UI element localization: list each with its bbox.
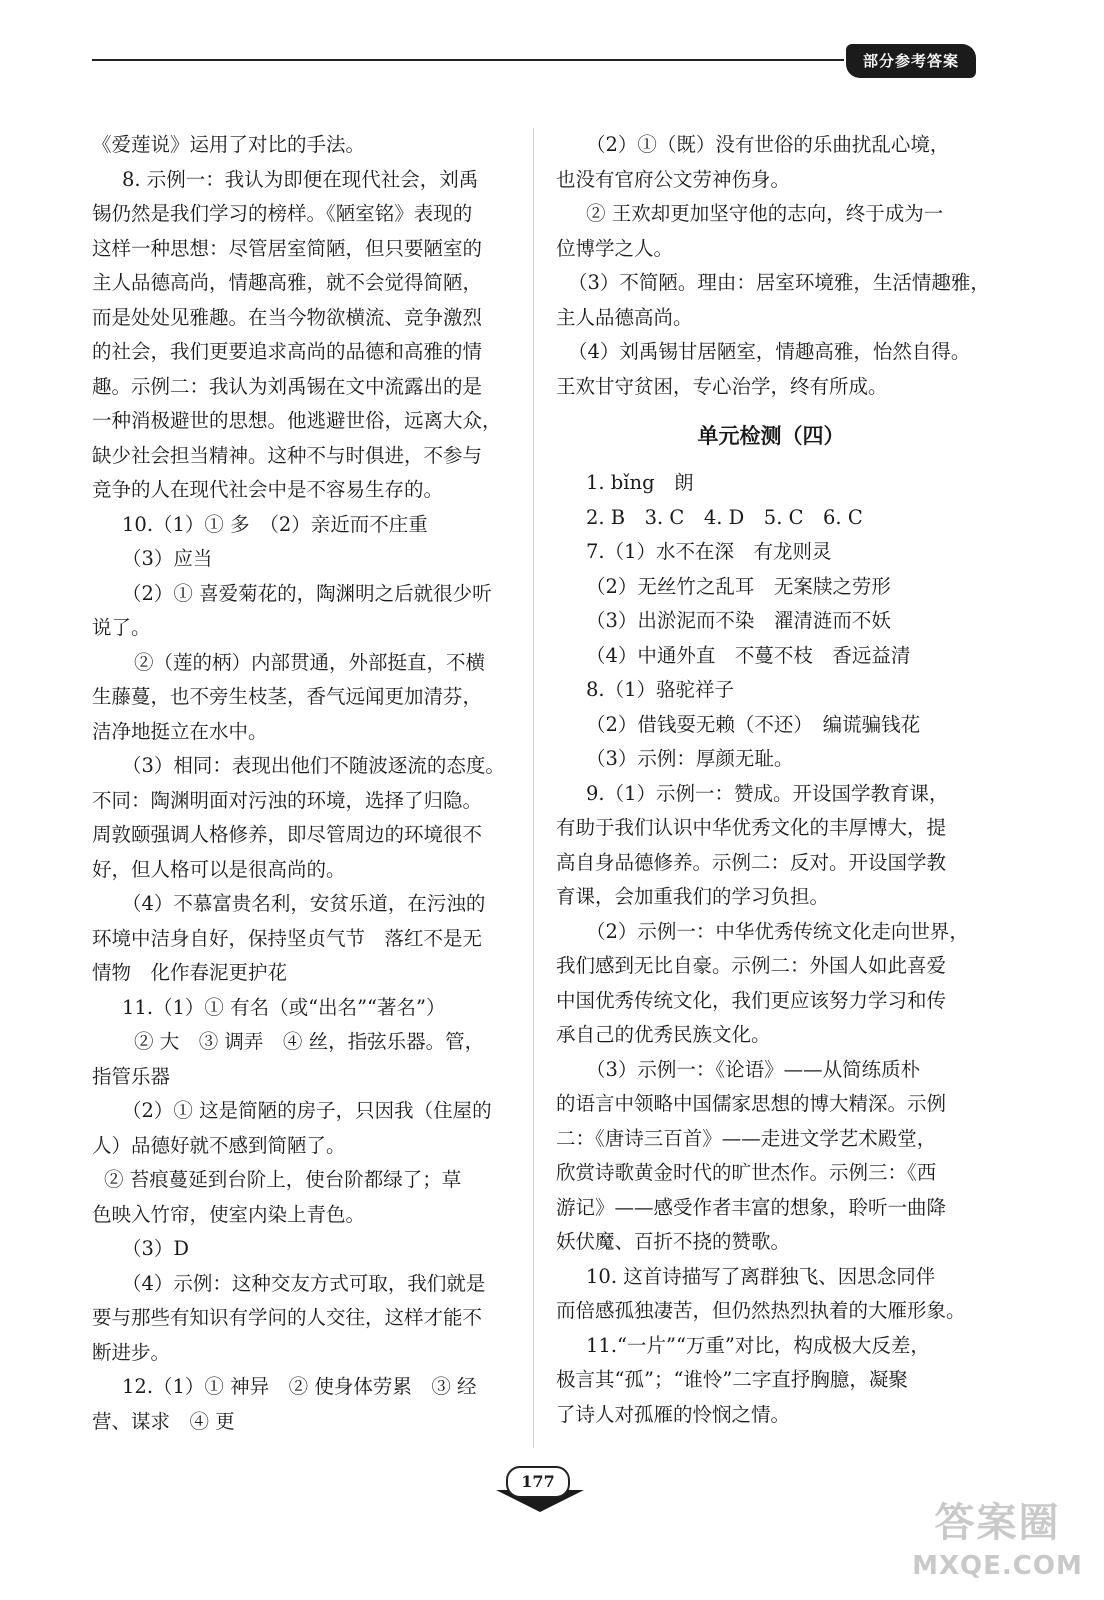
- text-line: 这样一种思想：尽管居室简陋，但只要陋室的: [92, 236, 483, 260]
- text-line: 高自身品德修养。示例二：反对。开设国学教: [556, 850, 947, 874]
- text-line: 我们感到无比自豪。示例二：外国人如此喜爱: [556, 954, 947, 977]
- text-line: 育课，会加重我们的学习负担。: [556, 885, 830, 908]
- text-line: ② 大 ③ 调弄 ④ 丝，指弦乐器。管，: [134, 1030, 485, 1053]
- text-line: 竞争的人在现代社会中是不容易生存的。: [92, 478, 444, 501]
- section-title: 单元检测（四）: [697, 423, 845, 448]
- text-line: 10.（1）① 多 （2）亲近而不庄重: [122, 512, 428, 536]
- text-line: （3）D: [122, 1237, 190, 1260]
- text-line: 的社会，我们更要追求高尚的品德和高雅的情: [92, 340, 483, 363]
- text-line: 1. bǐng 朗: [586, 471, 694, 494]
- text-line: 情物 化作春泥更护花: [92, 961, 288, 984]
- text-line: （4）中通外直 不蔓不枝 香远益清: [586, 643, 911, 667]
- text-line: （2）无丝竹之乱耳 无案牍之劳形: [586, 574, 891, 598]
- text-line: 《爱莲说》运用了对比的手法。: [92, 133, 366, 156]
- text-line: 不同：陶渊明面对污浊的环境，选择了归隐。: [92, 788, 483, 812]
- left-column: [92, 128, 512, 1439]
- column-divider: [533, 128, 534, 1448]
- text-line: 指管乐器: [92, 1064, 171, 1088]
- section-tab: 部分参考答案: [846, 44, 976, 78]
- text-line: （3）不简陋。理由：居室环境雅，生活情趣雅，: [568, 271, 990, 294]
- text-line: 好，但人格可以是很高尚的。: [92, 857, 346, 881]
- text-line: 也没有官府公文劳神伤身。: [556, 167, 791, 191]
- text-line: 有助于我们认识中华优秀文化的丰厚博大，提: [556, 816, 947, 839]
- text-line: 生藤蔓，也不旁生枝茎，香气远闻更加清芬，: [92, 685, 483, 708]
- text-line: （3）示例：厚颜无耻。: [586, 747, 794, 770]
- text-line: （3）出淤泥而不染 濯清涟而不妖: [586, 609, 891, 632]
- text-line: 2. B 3. C 4. D 5. C 6. C: [586, 505, 863, 529]
- text-line: 色映入竹帘，使室内染上青色。: [92, 1202, 366, 1226]
- text-line: （2）① 喜爱菊花的，陶渊明之后就很少听: [122, 581, 492, 605]
- text-line: 洁净地挺立在水中。: [92, 719, 268, 743]
- text-line: （3）示例一：《论语》——从简练质朴: [586, 1057, 921, 1081]
- text-line: （2）① 这是简陋的房子，只因我（住屋的: [122, 1099, 492, 1122]
- text-line: 11.“一片”“万重”对比，构成极大反差，: [586, 1333, 930, 1357]
- watermark-url: MXQE.COM: [912, 1551, 1083, 1581]
- text-line: ② 苔痕蔓延到台阶上，使台阶都绿了；草: [104, 1168, 462, 1191]
- text-line: 的语言中领略中国儒家思想的博大精深。示例: [556, 1092, 947, 1115]
- text-line: 8. 示例一：我认为即便在现代社会，刘禹: [122, 167, 479, 191]
- text-line: 游记》——感受作者丰富的想象，聆听一曲降: [556, 1195, 947, 1219]
- text-line: 而是处处见雅趣。在当今物欲横流、竞争激烈: [92, 305, 483, 329]
- text-line: 二：《唐诗三百首》——走进文学艺术殿堂，: [556, 1126, 937, 1150]
- text-line: ②（莲的柄）内部贯通，外部挺直，不横: [134, 650, 486, 674]
- text-line: （2）①（既）没有世俗的乐曲扰乱心境，: [586, 133, 950, 156]
- text-line: 承自己的优秀民族文化。: [556, 1023, 771, 1046]
- text-line: 环境中洁身自好，保持坚贞气节 落红不是无: [92, 926, 483, 950]
- text-line: （4）示例：这种交友方式可取，我们就是: [122, 1271, 486, 1295]
- header-rule: [92, 59, 844, 61]
- text-line: 11.（1）① 有名（或“出名”“著名”）: [122, 995, 446, 1019]
- text-line: 妖伏魔、百折不挠的赞歌。: [556, 1230, 791, 1253]
- text-line: 9.（1）示例一：赞成。开设国学教育课，: [586, 781, 949, 805]
- text-line: 8.（1）骆驼祥子: [586, 678, 735, 701]
- text-line: 7.（1）水不在深 有龙则灵: [586, 540, 832, 563]
- text-line: 中国优秀传统文化，我们更应该努力学习和传: [556, 988, 947, 1012]
- right-column: [556, 128, 990, 1432]
- text-line: 而倍感孤独凄苦，但仍然热烈执着的大雁形象。: [556, 1299, 966, 1322]
- text-line: 锡仍然是我们学习的榜样。《陋室铭》表现的: [92, 202, 473, 225]
- text-line: 要与那些有知识有学问的人交往，这样才能不: [92, 1306, 483, 1329]
- text-line: ② 王欢却更加坚守他的志向，终于成为一: [586, 202, 944, 225]
- text-line: 趣。示例二：我认为刘禹锡在文中流露出的是: [92, 374, 483, 398]
- text-line: （2）借钱耍无赖（不还） 编谎骗钱花: [586, 712, 921, 736]
- text-line: 10. 这首诗描写了离群独飞、因思念同伴: [586, 1264, 936, 1288]
- text-line: 周敦颐强调人格修养，即尽管周边的环境很不: [92, 823, 483, 846]
- text-line: （3）应当: [122, 547, 213, 570]
- text-line: 一种消极避世的思想。他逃避世俗，远离大众，: [92, 409, 502, 432]
- text-line: 欣赏诗歌黄金时代的旷世杰作。示例三：《西: [556, 1161, 937, 1184]
- text-line: 位博学之人。: [556, 236, 674, 260]
- text-line: （2）示例一：中华优秀传统文化走向世界，: [586, 919, 969, 943]
- text-line: （4）不慕富贵名利，安贫乐道，在污浊的: [122, 892, 486, 915]
- text-line: 缺少社会担当精神。这种不与时俱进，不参与: [92, 443, 483, 467]
- text-line: 断进步。: [92, 1340, 171, 1364]
- text-line: （3）相同：表现出他们不随波逐流的态度。: [122, 754, 505, 777]
- text-line: 主人品德高尚。: [556, 305, 693, 329]
- watermark-text: 答案圈: [934, 1500, 1061, 1546]
- text-line: （4）刘禹锡甘居陋室，情趣高雅，怡然自得。: [568, 340, 971, 363]
- text-line: 了诗人对孤雁的怜悯之情。: [556, 1402, 791, 1426]
- text-line: 王欢甘守贫困，专心治学，终有所成。: [556, 374, 888, 398]
- text-line: 12.（1）① 神异 ② 使身体劳累 ③ 经: [122, 1375, 477, 1398]
- page-number: 177: [506, 1466, 570, 1498]
- text-line: 说了。: [92, 616, 151, 639]
- text-line: 营、谋求 ④ 更: [92, 1409, 235, 1433]
- watermark-logo: [905, 1498, 1090, 1594]
- text-line: 人）品德好就不感到简陋了。: [92, 1133, 346, 1157]
- text-line: 极言其“孤”；“谁怜”二字直抒胸臆，凝聚: [556, 1368, 908, 1391]
- text-line: 主人品德高尚，情趣高雅，就不会觉得简陋，: [92, 271, 483, 294]
